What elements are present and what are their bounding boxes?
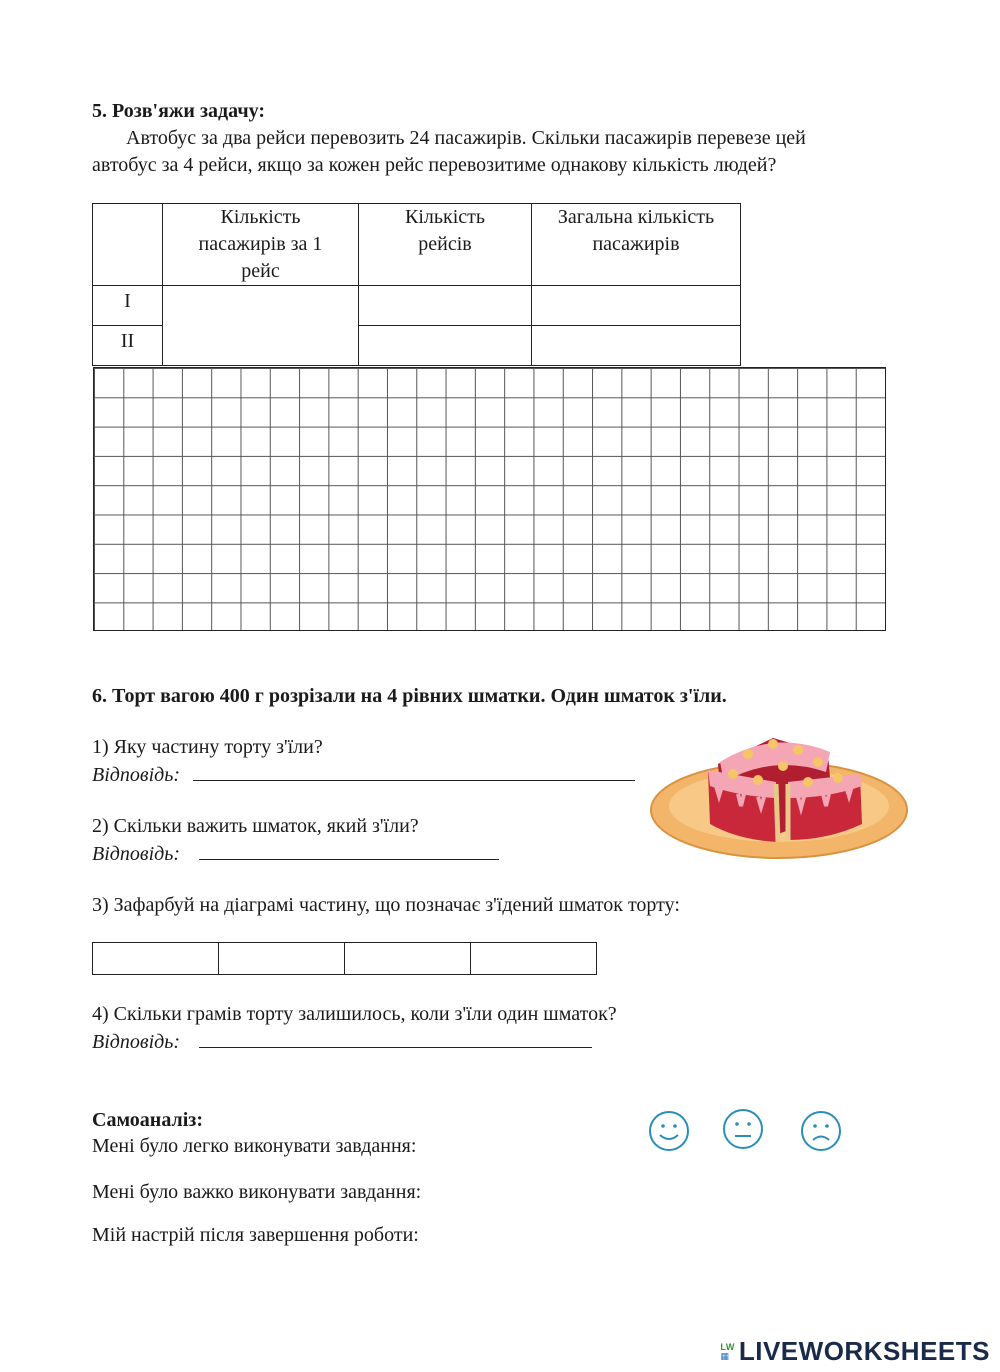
neutral-face-icon[interactable] bbox=[722, 1108, 764, 1150]
happy-face-icon[interactable] bbox=[648, 1110, 690, 1152]
task5-text-line1: Автобус за два рейси перевозить 24 пасажирів. Скільки пасажирів перевезе цей bbox=[126, 127, 806, 149]
answer-1-line[interactable] bbox=[193, 762, 635, 781]
task5-text-line2: автобус за 4 рейси, якщо за кожен рейс перевозитиме однакову кількість людей? bbox=[92, 154, 777, 176]
self-analysis-heading: Самоаналіз: bbox=[92, 1109, 203, 1131]
table-cell-passengers-input[interactable] bbox=[163, 286, 359, 366]
sad-face-icon[interactable] bbox=[800, 1110, 842, 1152]
self-analysis-hard: Мені було важко виконувати завдання: bbox=[92, 1181, 422, 1203]
task6-question-3: 3) Зафарбуй на діаграмі частину, що позначає з'їдений шматок торту: bbox=[92, 894, 680, 916]
diagram-part-4[interactable] bbox=[470, 942, 597, 975]
task6-answer-1: Відповідь: bbox=[92, 762, 635, 787]
table-corner-cell bbox=[93, 204, 163, 286]
task5-heading: 5. Розв'яжи задачу: bbox=[92, 100, 265, 122]
table-cell-trips-row1[interactable] bbox=[359, 286, 532, 326]
table-row-label-1: I bbox=[93, 286, 163, 326]
answer-2-line[interactable] bbox=[199, 841, 499, 860]
self-analysis-easy: Мені було легко виконувати завдання: bbox=[92, 1135, 417, 1157]
solution-grid[interactable] bbox=[93, 367, 886, 631]
task5-table bbox=[92, 203, 741, 366]
task6-question-2: 2) Скільки важить шматок, який з'їли? bbox=[92, 815, 419, 837]
task6-heading: 6. Торт вагою 400 г розрізали на 4 рівних шматки. Один шматок з'їли. bbox=[92, 685, 727, 707]
table-cell-total-row2[interactable] bbox=[532, 326, 741, 366]
liveworksheets-logo-mark: LW ▦ bbox=[720, 1341, 735, 1361]
liveworksheets-logo[interactable]: LW ▦ LIVEWORKSHEETS bbox=[720, 1336, 990, 1366]
table-cell-trips-row2[interactable] bbox=[359, 326, 532, 366]
diagram-part-3[interactable] bbox=[344, 942, 471, 975]
fraction-diagram bbox=[92, 942, 597, 975]
task6-answer-4: Відповідь: bbox=[92, 1029, 592, 1054]
table-header-passengers-per-trip: Кількість пасажирів за 1 рейс bbox=[163, 204, 359, 286]
task6-question-1: 1) Яку частину торту з'їли? bbox=[92, 736, 323, 758]
self-analysis-mood: Мій настрій після завершення роботи: bbox=[92, 1224, 419, 1246]
table-row-label-2: II bbox=[93, 326, 163, 366]
table-header-trips: Кількість рейсів bbox=[359, 204, 532, 286]
cake-illustration bbox=[648, 724, 910, 862]
table-header-total-passengers: Загальна кількість пасажирів bbox=[532, 204, 741, 286]
task6-question-4: 4) Скільки грамів торту залишилось, коли з'їли один шматок? bbox=[92, 1003, 617, 1025]
diagram-part-1[interactable] bbox=[92, 942, 219, 975]
table-cell-total-row1[interactable] bbox=[532, 286, 741, 326]
diagram-part-2[interactable] bbox=[218, 942, 345, 975]
task6-answer-2: Відповідь: bbox=[92, 841, 499, 866]
answer-4-line[interactable] bbox=[199, 1029, 592, 1048]
